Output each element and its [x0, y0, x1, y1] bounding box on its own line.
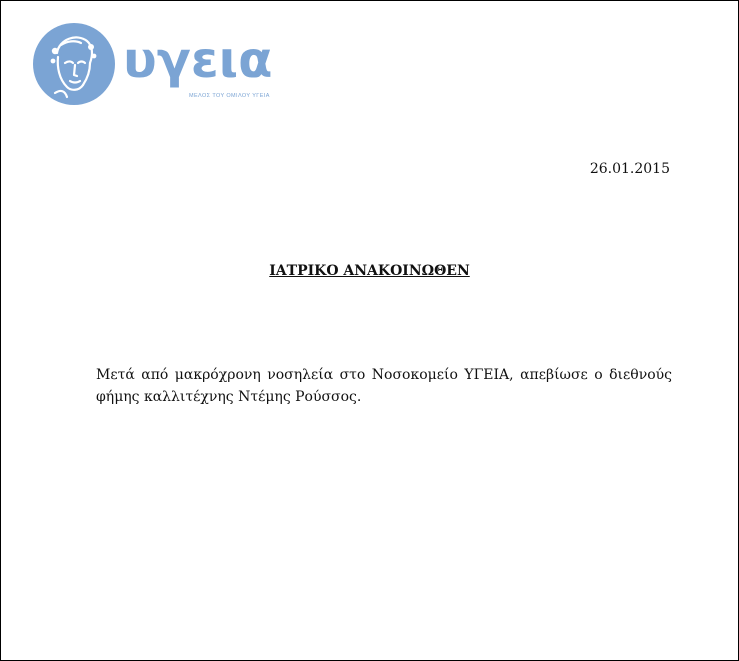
hygeia-head-emblem-icon	[33, 23, 115, 105]
document-body: Μετά από μακρόχρονη νοσηλεία στο Νοσοκομείο ΥΓΕΙΑ, απεβίωσε ο διεθνούς φήμης καλλιτέχνης Ντέμης Ρούσσος.	[96, 367, 672, 405]
brand-wordmark: υγεια	[123, 31, 273, 89]
document-title: ΙΑΤΡΙΚΟ ΑΝΑΚΟΙΝΩΘΕΝ	[269, 263, 470, 279]
brand-tagline: ΜΕΛΟΣ ΤΟΥ ΟΜΙΛΟΥ ΥΓΕΙΑ	[189, 93, 270, 99]
hygeia-logo	[33, 23, 273, 109]
document-date: 26.01.2015	[589, 161, 670, 177]
